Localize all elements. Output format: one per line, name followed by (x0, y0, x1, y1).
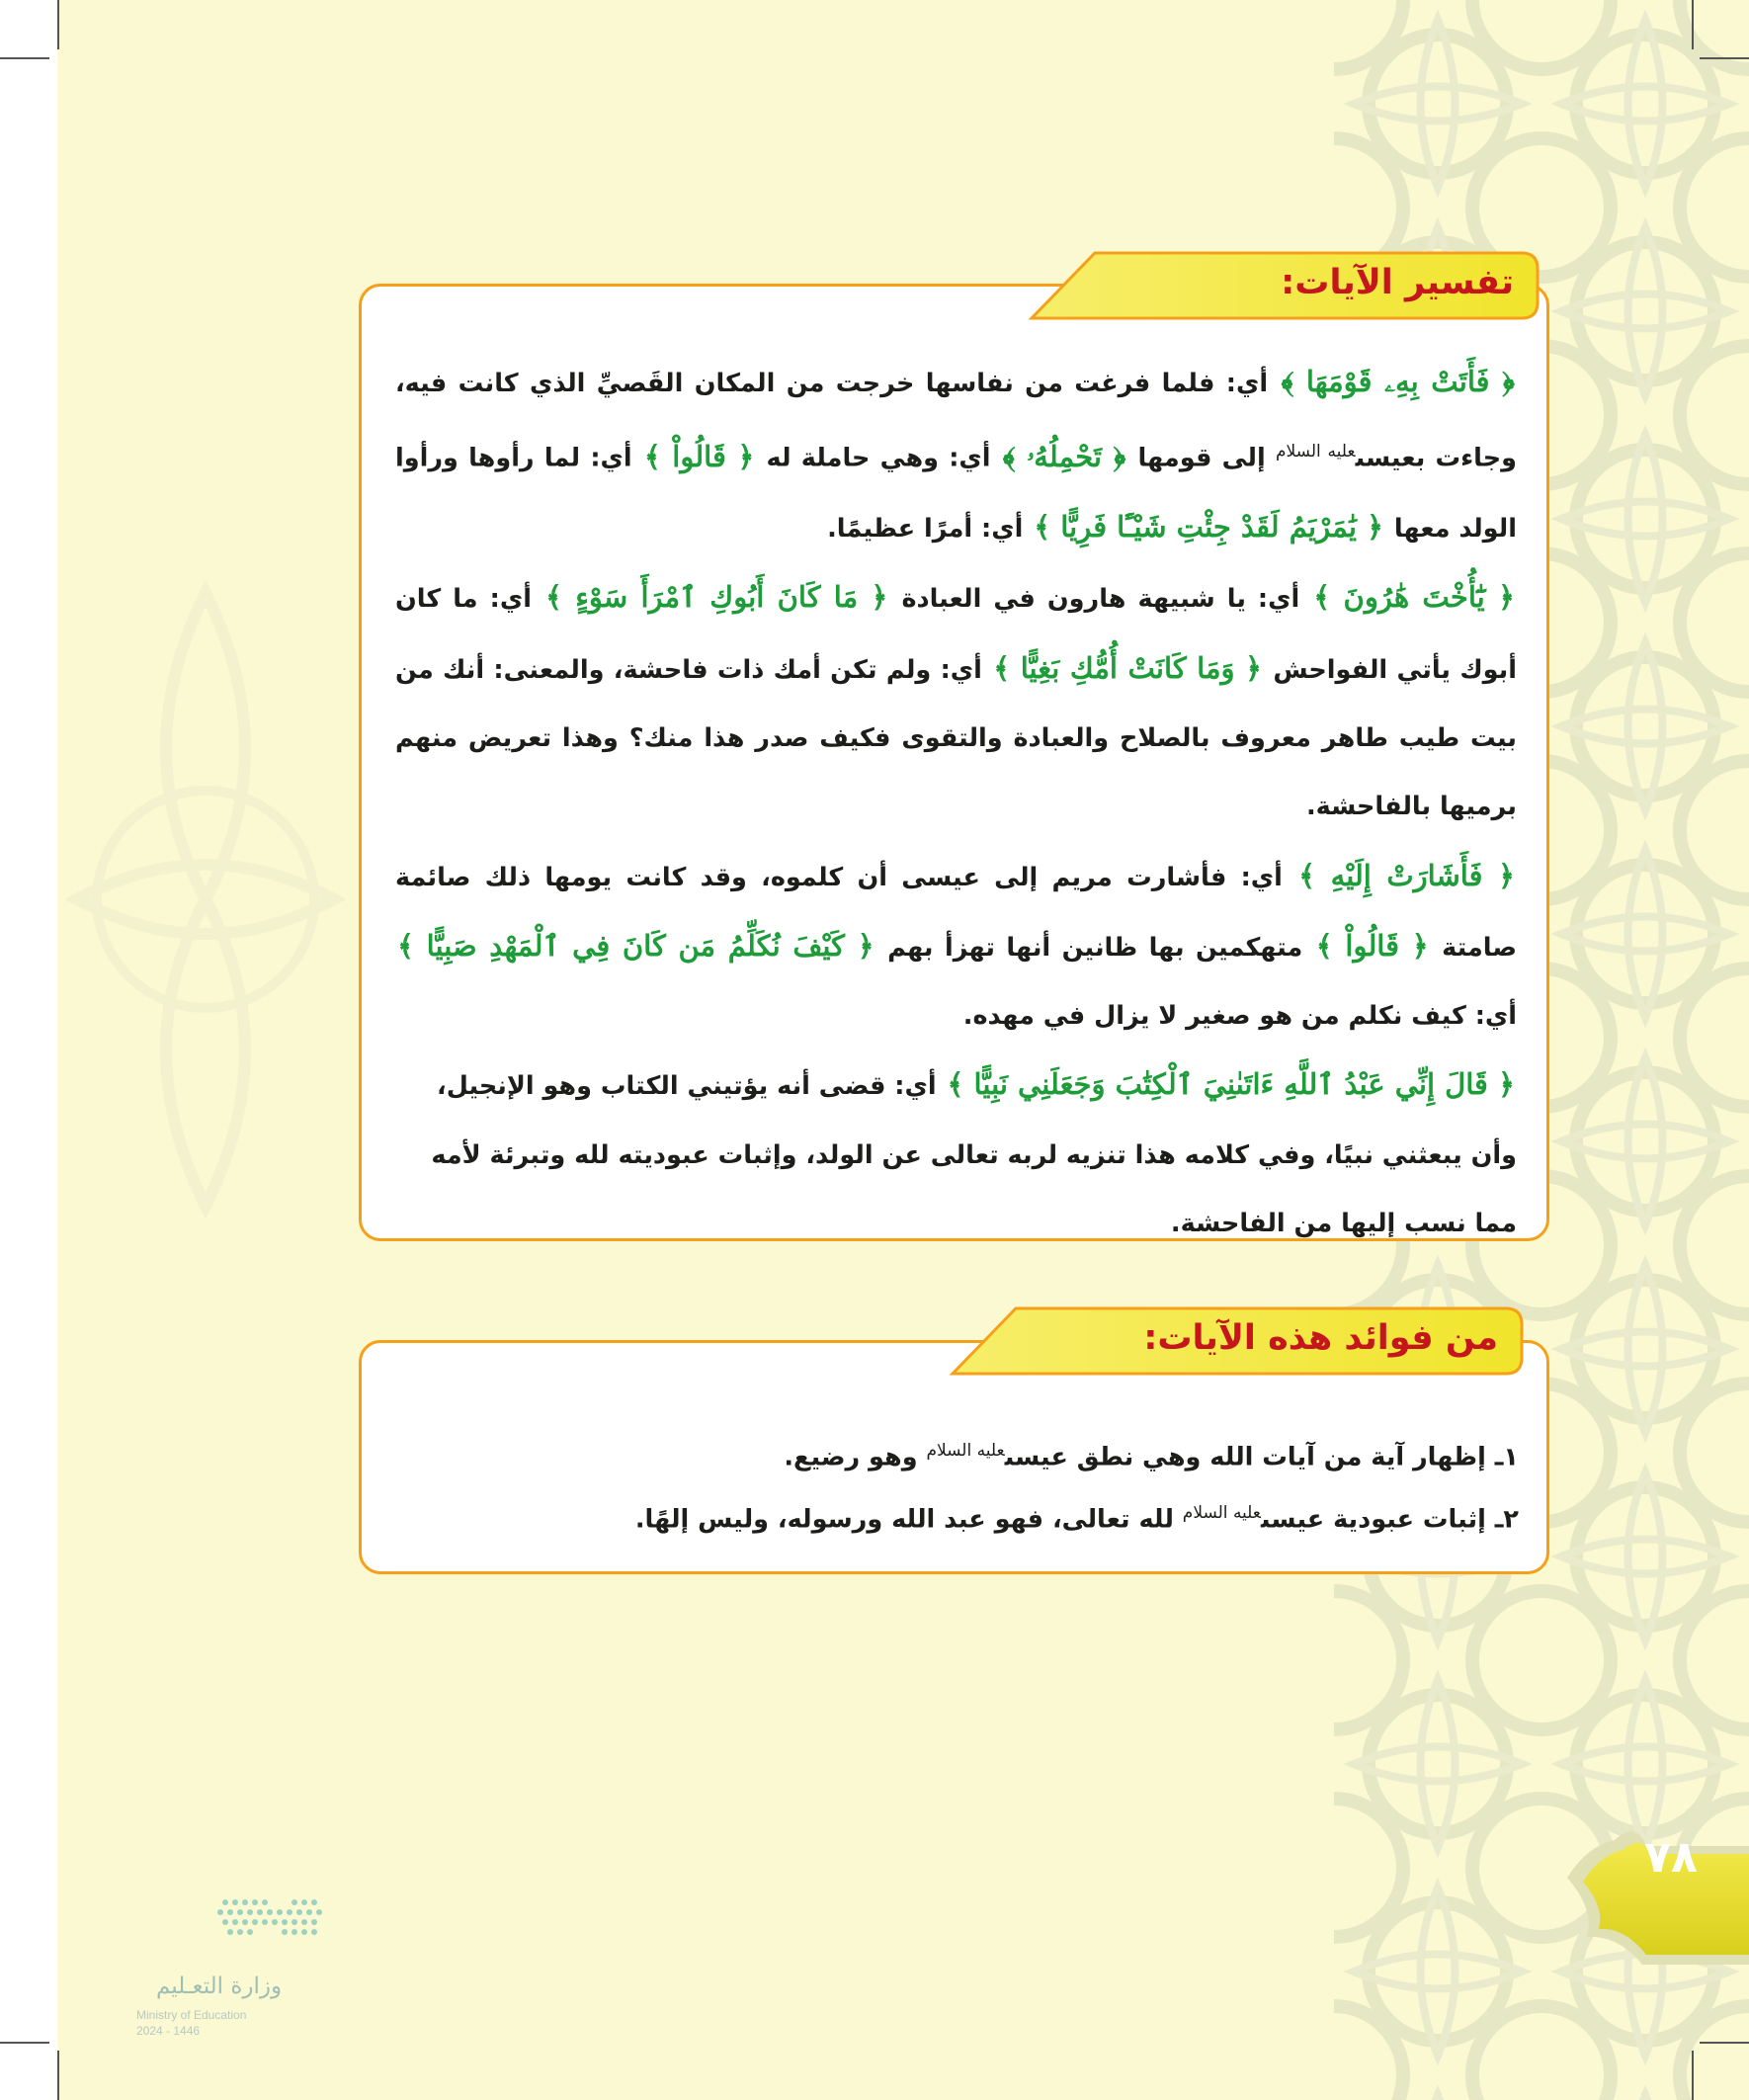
ayah-quote: ﴿ فَأَتَتْ بِهِۦ قَوْمَهَا ﴾ (1281, 365, 1515, 398)
tafsir-paragraph-4: ﴿ قَالَ إِنِّي عَبْدُ ٱللَّهِ ءَاتَىٰنِيَ ٱلْكِتَٰبَ وَجَعَلَنِي نَبِيًّا ﴾ أي: قضى أنه يؤتيني الكتاب وهو الإنجيل، وأن يبعثني نبيًا، وفي كلامه هذا تنزيه لربه تعالى عن الولد، وإثبات عبوديته لله وتبرئة لأمه مما نسب إليها من الفاحشة. (431, 1067, 1517, 1239)
honorific-glyph: عليه السلام (926, 1441, 1005, 1461)
fawaid-list (392, 1423, 1519, 1547)
ayah-quote: ﴿ يَٰٓأُخْتَ هَٰرُونَ ﴾ (1313, 580, 1515, 615)
crop-mark (1700, 2042, 1749, 2044)
ayah-quote: ﴿ قَالُواْ ﴾ (1315, 928, 1429, 963)
ministry-name-ar: وزارة التعـليم (156, 1974, 283, 1999)
ayah-quote: ﴿ قَالُواْ ﴾ (643, 439, 755, 473)
crop-mark (1700, 57, 1749, 59)
ayah-quote: ﴿ مَا كَانَ أَبُوكِ ٱمْرَأَ سَوْءٍ ﴾ (545, 580, 888, 615)
crop-mark (0, 57, 49, 59)
honorific-glyph: عليه السلام (1275, 442, 1356, 462)
page-number: ٧٨ (1644, 1832, 1698, 1883)
fawaid-title: من فوائد هذه الآيات: (1143, 1318, 1498, 1358)
fawaid-title-tab (947, 1304, 1526, 1378)
ayah-quote: ﴿ يَٰمَرْيَمُ لَقَدْ جِئْتِ شَيْـًٔا فَرِيًّا ﴾ (1034, 510, 1384, 545)
ayah-quote: ﴿ وَمَا كَانَتْ أُمُّكِ بَغِيًّا ﴾ (993, 650, 1263, 685)
crop-mark (1692, 2051, 1694, 2100)
ayah-quote: ﴿ تَحْمِلُهُۥ ﴾ (1002, 439, 1126, 473)
ministry-logo-mark (97, 1892, 324, 1972)
page-number-shape (1547, 1806, 1749, 1967)
ministry-logo (97, 1892, 324, 2041)
honorific-glyph: عليه السلام (1182, 1502, 1262, 1523)
tafsir-title-tab (1026, 249, 1541, 322)
fawaid-item-2: ٢ـ إثبات عبودية عيسى$^{عليه السلام}$ لله تعالى، فهو عبد الله ورسوله، وليس إلهًا. (634, 1502, 1519, 1534)
ministry-name-en: Ministry of Education (136, 2008, 247, 2022)
tafsir-paragraph-3: ﴿ فَأَشَارَتْ إِلَيْهِ ﴾ أي: فأشارت مريم إلى عيسى أن كلموه، وقد كانت يومها ذلك صائمة صامتة ﴿ قَالُواْ ﴾ متهكمين بها ظانين أنها تهزأ بهم ﴿ كَيْفَ نُكَلِّمُ مَن كَانَ فِي ٱلْمَهْدِ صَبِيًّا ﴾ أي: كيف نكلم من هو صغير لا يزال في مهده. (395, 858, 1518, 1032)
crop-mark (1692, 0, 1694, 49)
ayah-quote: ﴿ كَيْفَ نُكَلِّمُ مَن كَانَ فِي ٱلْمَهْدِ صَبِيًّا ﴾ (397, 928, 874, 963)
crop-mark (57, 2051, 59, 2100)
ayah-quote: ﴿ قَالَ إِنِّي عَبْدُ ٱللَّهِ ءَاتَىٰنِيَ ٱلْكِتَٰبَ وَجَعَلَنِي نَبِيًّا ﴾ (947, 1067, 1515, 1102)
tafsir-text (395, 348, 1517, 1258)
page (57, 0, 1749, 2100)
tafsir-title: تفسير الآيات: (1281, 263, 1514, 302)
tafsir-box (359, 284, 1549, 1241)
crop-mark (57, 0, 59, 49)
tafsir-paragraph-1: ﴿ فَأَتَتْ بِهِۦ قَوْمَهَا ﴾ أي: فلما فرغت من نفاسها خرجت من المكان القَصيِّ الذي كانت فيه، وجاءت بعيسى$^{عليه السلام}$ إلى قومها ﴿ تَحْمِلُهُۥ ﴾ أي: وهي حاملة له ﴿ قَالُواْ ﴾ أي: لما رأوها ورأوا الولد معها ﴿ يَٰمَرْيَمُ لَقَدْ جِئْتِ شَيْـًٔا فَرِيًّا ﴾ أي: أمرًا عظيمًا. (395, 365, 1517, 545)
ayah-quote: ﴿ فَأَشَارَتْ إِلَيْهِ ﴾ (1298, 858, 1515, 892)
tafsir-paragraph-2: ﴿ يَٰٓأُخْتَ هَٰرُونَ ﴾ أي: يا شبيهة هارون في العبادة ﴿ مَا كَانَ أَبُوكِ ٱمْرَأَ سَوْءٍ ﴾ أي: ما كان أبوك يأتي الفواحش ﴿ وَمَا كَانَتْ أُمُّكِ بَغِيًّا ﴾ أي: ولم تكن أمك ذات فاحشة، والمعنى: أنك من بيت طيب طاهر معروف بالصلاح والعبادة والتقوى فكيف صدر هذا منك؟ وهذا تعريض منهم برميها بالفاحشة. (395, 580, 1517, 822)
page-number-badge (1547, 1806, 1749, 1967)
crop-mark (0, 2042, 49, 2044)
edition-year: 2024 - 1446 (136, 2024, 201, 2038)
fawaid-item-1: ١ـ إظهار آية من آيات الله وهي نطق عيسى$^{عليه السلام}$ وهو رضيع. (784, 1441, 1519, 1472)
arabesque-ornament-left (57, 553, 354, 1245)
